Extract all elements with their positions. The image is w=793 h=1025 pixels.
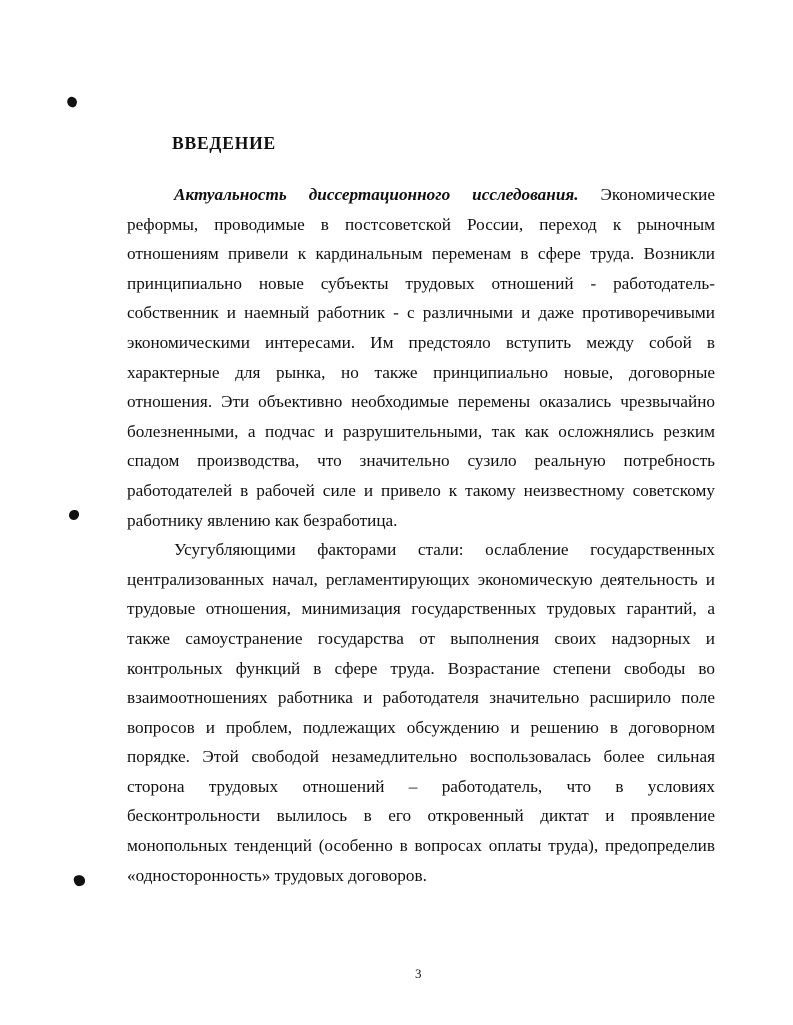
paragraph-line: монопольных тенденций (особенно в вопросах оплаты труда), предопределив xyxy=(127,836,715,856)
paragraph-line: «односторонность» трудовых договоров. xyxy=(127,865,427,885)
paragraph-line: порядке. Этой свободой незамедлительно воспользовалась более сильная xyxy=(127,747,715,767)
paragraph-line: Усугубляющими факторами стали: ослабление государственных xyxy=(174,540,715,560)
paragraph-line: Актуальность диссертационного исследования. Экономические xyxy=(174,185,716,204)
scan-blot xyxy=(69,510,79,520)
section-heading: ВВЕДЕНИЕ xyxy=(172,133,277,153)
paragraph-line: централизованных начал, регламентирующих экономическую деятельность и xyxy=(127,569,715,589)
scan-blot xyxy=(66,96,79,109)
paragraph-line: спадом производства, что значительно сузило реальную потребность xyxy=(127,451,715,471)
paragraph-line: также самоустранение государства от выполнения своих надзорных и xyxy=(127,628,715,648)
paragraph-line: контрольных функций в сфере труда. Возрастание степени свободы во xyxy=(127,658,715,678)
paragraph-line: принципиально новые субъекты трудовых отношений - работодатель- xyxy=(127,273,715,293)
paragraph-line: болезненными, а подчас и разрушительными, так как осложнялись резким xyxy=(127,421,715,441)
paragraph-line: бесконтрольности вылилось в его откровенный диктат и проявление xyxy=(127,806,715,826)
relevance-lead: Актуальность диссертационного исследования. xyxy=(174,185,579,204)
page-number: 3 xyxy=(415,966,422,981)
paragraph-line: отношения. Эти объективно необходимые перемены оказались чрезвычайно xyxy=(127,392,715,412)
paragraph-line: реформы, проводимые в постсоветской России, переход к рыночным xyxy=(127,214,715,234)
paragraph-line: работодателей в рабочей силе и привело к такому неизвестному советскому xyxy=(127,480,715,500)
paragraph-line: экономическими интересами. Им предстояло вступить между собой в xyxy=(127,332,715,352)
paragraph-line: работнику явлению как безработица. xyxy=(127,510,398,530)
paragraph-line: характерные для рынка, но также принципиально новые, договорные xyxy=(127,362,715,382)
body-text xyxy=(127,180,715,890)
paragraph-line: вопросов и проблем, подлежащих обсуждению и решению в договорном xyxy=(127,717,715,737)
paragraph-line: отношениям привели к кардинальным переменам в сфере труда. Возникли xyxy=(127,244,715,264)
scan-blot xyxy=(73,874,86,887)
paragraph-line: трудовые отношения, минимизация государственных трудовых гарантий, а xyxy=(127,599,715,619)
paragraph-line: взаимоотношениях работника и работодателя значительно расширило поле xyxy=(127,688,715,708)
paragraph-line: собственник и наемный работник - с различными и даже противоречивыми xyxy=(127,303,715,323)
paragraph-line: сторона трудовых отношений – работодатель, что в условиях xyxy=(127,776,715,796)
